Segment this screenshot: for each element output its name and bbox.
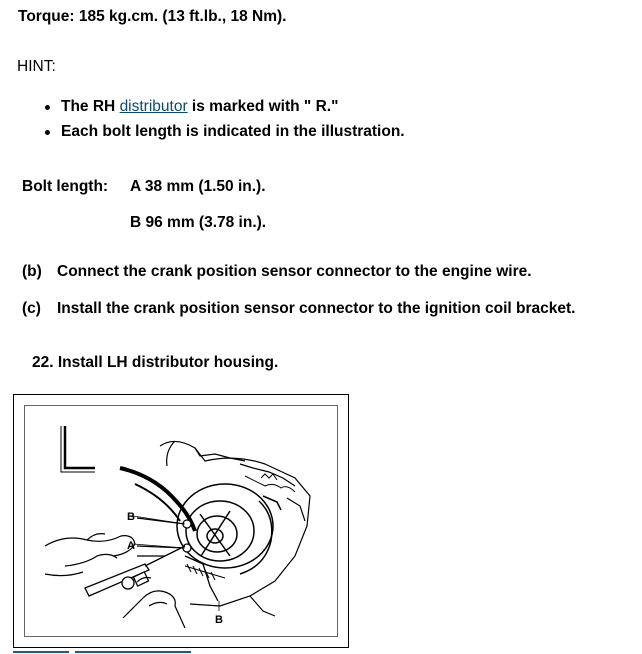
hint-item-suffix: is marked with " R." — [187, 98, 339, 115]
hand-left-icon — [45, 534, 135, 576]
l-mark-icon — [61, 426, 95, 472]
step-b-text: Connect the crank position sensor connector to the engine wire. — [57, 263, 532, 280]
hint-item-prefix: The RH — [61, 98, 120, 115]
wire-harness-icon — [245, 474, 295, 492]
hint-heading: HINT: — [17, 58, 56, 75]
distributor-illustration — [13, 394, 349, 648]
torque-spec: Torque: 185 kg.cm. (13 ft.lb., 18 Nm). — [18, 8, 287, 25]
step-c-marker: (c) — [22, 300, 41, 317]
cam-teeth-icon — [185, 564, 225, 580]
bottom-nav-link-partial[interactable] — [13, 651, 69, 653]
callout-label-b-bottom: B — [215, 614, 223, 626]
illustration-inner-frame — [24, 405, 338, 637]
step-c-text: Install the crank position sensor connector to the ignition coil bracket. — [57, 300, 576, 317]
bullet-dot — [45, 105, 50, 110]
step-b-marker: (b) — [22, 263, 42, 280]
bottom-nav-link-partial[interactable] — [75, 651, 191, 653]
engine-block-outline — [160, 441, 310, 616]
callout-label-b-top: B — [127, 511, 135, 523]
bolt-length-b: B 96 mm (3.78 in.). — [130, 214, 267, 231]
bolt-length-a: A 38 mm (1.50 in.). — [130, 178, 266, 195]
bolt-length-label: Bolt length: — [22, 178, 109, 195]
callout-leaders — [133, 516, 219, 611]
distributor-link[interactable]: distributor — [119, 98, 188, 115]
hint-item-bolt-length: Each bolt length is indicated in the illustration. — [61, 123, 405, 140]
section-heading: 22. Install LH distributor housing. — [32, 354, 279, 371]
distributor-drawing — [25, 406, 337, 636]
callout-label-a: A — [127, 540, 135, 552]
bullet-dot — [45, 130, 50, 135]
ratchet-wrench-icon — [85, 546, 185, 596]
hint-item-rh-marking — [61, 98, 338, 116]
